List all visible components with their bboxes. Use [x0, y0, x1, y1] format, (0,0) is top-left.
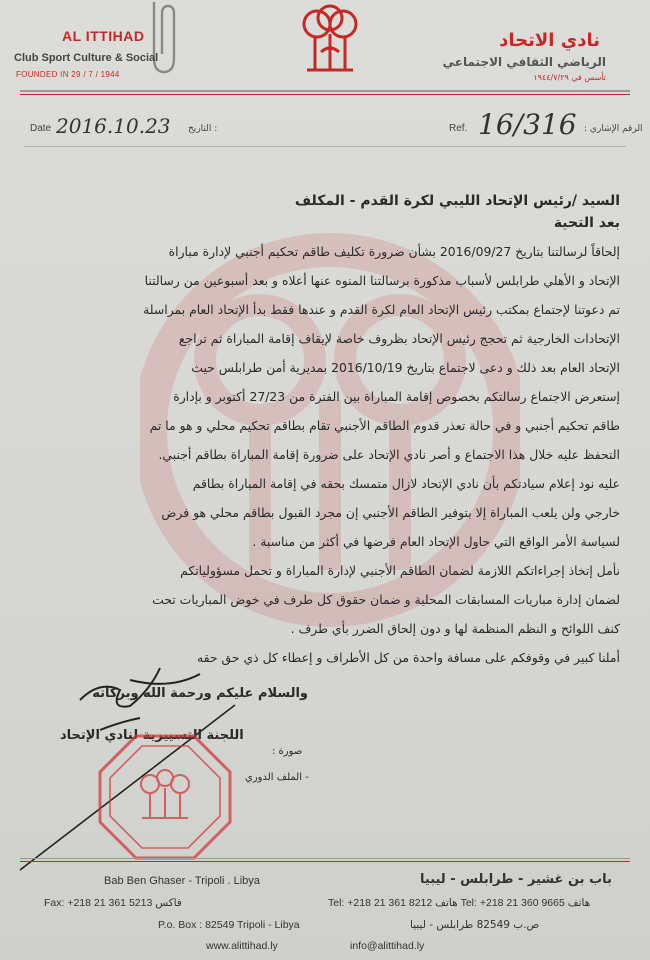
cc-label: صورة : [272, 746, 303, 757]
letter-line: طاقم تحكيم أجنبي و في حالة تعذر قدوم الطاقم الأجنبي تقام بطاقم تحكيم محلي و هو ما تم [149, 418, 620, 433]
header-divider-red [20, 94, 630, 95]
letter-line: الإتحادات الخارجية ثم تحجج رئيس الإتحاد بظروف خاصة لإيقاف إقامة المباراة ثم تراجع [178, 331, 620, 346]
club-founded-ar: تأسس في ١٩٤٤/٧/٢٩ [533, 73, 606, 82]
club-logo-icon [295, 4, 365, 76]
footer-address-ar: باب بن غشير - طرابلس - ليبيا [420, 872, 612, 887]
header-divider [20, 90, 630, 92]
footer-pobox-ar: ص.ب 82549 طرابلس - ليبيا [410, 919, 540, 931]
greeting: بعد التحية [553, 215, 620, 231]
letter-line: أملنا كبير في وقوفكم على مسافة واحدة من كل الأطراف و إعطاء كل ذي حق حقه [197, 650, 620, 665]
letter-line: لضمان إدارة مباريات المسابقات المحلية و ضمان حقوق كل طرف في خوض المباريات تحت [152, 592, 620, 607]
footer-address-en: Bab Ben Ghaser - Tripoli . Libya [104, 875, 260, 887]
footer-fax: Fax: +218 21 361 5213 فاكس [44, 897, 182, 909]
letter-line: تم دعوتنا لإجتماع بمكتب رئيس الإتحاد العام لكرة القدم و عندها فقط بدأ الإتحاد العام بمراسلة [143, 302, 620, 317]
meta-divider [24, 146, 626, 147]
club-subtitle-en: Club Sport Culture & Social [14, 52, 159, 64]
closing-salutation: والسلام عليكم ورحمة الله وبركاته [92, 686, 308, 701]
signatory: اللجنة التسييرية لنادي الإتحاد [60, 728, 244, 743]
letter-line: نأمل إتخاذ إجراءاتكم اللازمة لضمان الطاقم الأجنبي لإدارة المباراة و تحمل مسؤولياتكم [180, 563, 620, 578]
club-name-ar: نادي الاتحاد [499, 30, 600, 51]
letter-paragraphs [26, 237, 620, 672]
date-value: 2016.10.23 [56, 114, 171, 138]
footer-pobox: P.o. Box : 82549 Tripoli - Libya [158, 919, 300, 931]
letter-line: كنف اللوائح و النظم المنظمة لها و دون إلحاق الضرر بأي طرف . [290, 621, 620, 636]
letter-line: خارجي ولن يلعب المباراة إلا بتوفير الطاقم الأجنبي إن مجرد القبول بطاقم محلي هو فرض [161, 505, 620, 520]
footer-email: info@alittihad.ly [350, 940, 425, 952]
letter-line: التحفظ عليه خلال هذا الاجتماع و أصر نادي الإتحاد على ضرورة إقامة المباراة بطاقم أجنبي. [158, 447, 620, 462]
club-name-en: AL ITTIHAD [62, 28, 145, 44]
footer-divider-red [20, 861, 630, 862]
ref-value: 16/316 [478, 108, 577, 141]
ref-label-ar: الرقم الإشاري : [584, 124, 643, 134]
addressee: السيد /رئيس الإتحاد الليبي لكرة القدم - المكلف [294, 193, 620, 209]
date-label: Date [30, 123, 52, 134]
letter-line: الإتحاد و الأهلي طرابلس لأسباب مذكورة برسالتنا المنوه عنها أعلاه و بعد أسبوعين من رسالتنا [144, 273, 620, 288]
letter-line: إستعرض الاجتماع رسالتكم بخصوص إقامة المباراة بين الفترة من 27/23 أكتوبر و بإدارة [173, 389, 620, 404]
letter-line: لسياسة الأمر الواقع التي حاول الإتحاد العام فرضها في أكثر من مناسبة . [252, 534, 620, 549]
club-stamp [96, 732, 234, 862]
paperclip-icon [140, 0, 184, 80]
club-founded-en: FOUNDED IN 29 / 7 / 1944 [16, 70, 120, 79]
footer-tel: Tel: +218 21 361 8212 هاتف Tel: +218 21 360 9665 هاتف [328, 897, 591, 909]
footer-website: www.alittihad.ly [206, 940, 278, 952]
letter-body [26, 190, 620, 672]
ref-label: Ref. [449, 123, 468, 134]
footer-divider [20, 858, 630, 859]
club-subtitle-ar: الرياضي الثقافي الاجتماعي [442, 55, 606, 69]
letter-line: إلحاقاً لرسالتنا بتاريخ 2016/09/27 بشأن ضرورة تكليف طاقم تحكيم أجنبي لإدارة مباراة [168, 244, 620, 259]
date-label-ar: التاريخ : [188, 124, 218, 134]
letter-line: عليه نود إعلام سيادتكم بأن نادي الإتحاد لازال متمسك بحقه في إقامة المباراة بطاقم [192, 476, 620, 491]
letter-line: الإتحاد العام بعد ذلك و دعى لاجتماع بتاريخ 2016/10/19 بمديرية أمن طرابلس حيث [191, 360, 620, 375]
cc-item: - الملف الدوري [245, 772, 309, 783]
